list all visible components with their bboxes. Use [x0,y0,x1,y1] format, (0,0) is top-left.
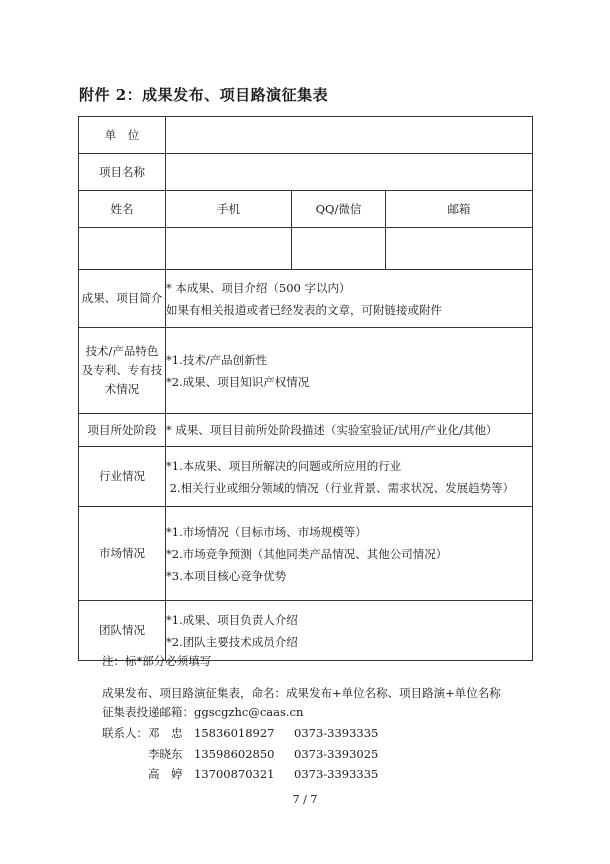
market-line-1: *1.市场情况（目标市场、市场规模等） [166,524,367,539]
stage-line-1: * 成果、项目目前所处阶段描述（实验室验证/试用/产业化/其他） [166,423,498,437]
market-content[interactable] [166,507,533,601]
team-line-1: *1.成果、项目负责人介绍 [166,612,298,627]
contact-row [102,764,384,785]
intro-row [79,270,533,328]
header-email: 邮箱 [386,191,533,228]
naming-rule: 成果发布、项目路演征集表，命名：成果发布+单位名称、项目路演+单位名称 [102,686,501,700]
team-line-2: *2.团队主要技术成员介绍 [166,634,298,649]
contact-row [102,744,384,765]
tech-label-line-3: 术情况 [104,382,140,396]
contact-name: 邓 忠 [148,726,183,740]
unit-input-cell[interactable] [166,117,533,154]
intro-line-1: * 本成果、项目介绍（500 字以内） [166,280,351,295]
tech-label-line-1: 技术/产品特色 [85,344,159,358]
qq-wechat-input-cell[interactable] [292,228,386,270]
contact-phone: 0373-3393335 [294,726,379,740]
contact-mobile: 13700870321 [194,767,275,781]
team-label: 团队情况 [79,601,166,661]
intro-line-2: 如果有相关报道或者已经发表的文章，可附链接或附件 [166,302,442,317]
intro-label: 成果、项目简介 [79,270,166,328]
name-input-cell[interactable] [79,228,166,270]
header-qq-wechat: QQ/微信 [292,191,386,228]
project-name-row [79,154,533,191]
contact-header-row [79,191,533,228]
contact-row [102,723,384,744]
contact-name: 李晓东 [148,746,183,761]
stage-row [79,414,533,447]
tech-line-2: *2.成果、项目知识产权情况 [166,374,310,389]
collection-form-table [78,116,533,661]
market-row [79,507,533,601]
stage-label: 项目所处阶段 [79,414,166,447]
contact-mobile: 15836018927 [194,726,275,740]
contact-phone: 0373-3393335 [294,767,379,781]
contact-prefix [102,764,148,785]
contact-name: 高 婷 [148,767,183,781]
mobile-input-cell[interactable] [166,228,292,270]
industry-line-1: *1.本成果、项目所解决的问题或所应用的行业 [166,458,402,473]
contact-prefix: 联系人： [102,726,148,740]
unit-label: 单 位 [79,117,166,154]
header-name: 姓名 [79,191,166,228]
unit-row [79,117,533,154]
stage-content[interactable] [166,414,533,447]
tech-label [79,328,166,414]
market-line-3: *3.本项目核心竞争优势 [166,568,287,583]
market-label: 市场情况 [79,507,166,601]
project-name-input-cell[interactable] [166,154,533,191]
tech-line-1: *1.技术/产品创新性 [166,352,268,367]
tech-content[interactable] [166,328,533,414]
email-input-cell[interactable] [386,228,533,270]
contact-input-row [79,228,533,270]
industry-row [79,447,533,507]
market-line-2: *2.市场竞争预测（其他同类产品情况、其他公司情况） [166,546,448,561]
intro-content[interactable] [166,270,533,328]
tech-label-line-2: 及专利、专有技 [81,363,163,377]
page-title: 附件 2：成果发布、项目路演征集表 [79,86,329,104]
industry-line-2: 2.相关行业或细分领域的情况（行业背景、需求状况、发展趋势等） [166,480,515,495]
page-number: 7 / 7 [292,793,318,806]
required-note: 注：标*部分必须填写 [102,654,212,668]
contacts-section [102,723,384,785]
submission-email: 征集表投递邮箱：ggscgzhc@caas.cn [102,705,304,719]
industry-content[interactable] [166,447,533,507]
industry-label: 行业情况 [79,447,166,507]
contact-mobile: 13598602850 [194,746,275,761]
notes-section [102,652,501,722]
tech-row [79,328,533,414]
project-name-label: 项目名称 [79,154,166,191]
header-mobile: 手机 [166,191,292,228]
contact-phone: 0373-3393025 [294,746,379,761]
contact-prefix [102,744,148,765]
